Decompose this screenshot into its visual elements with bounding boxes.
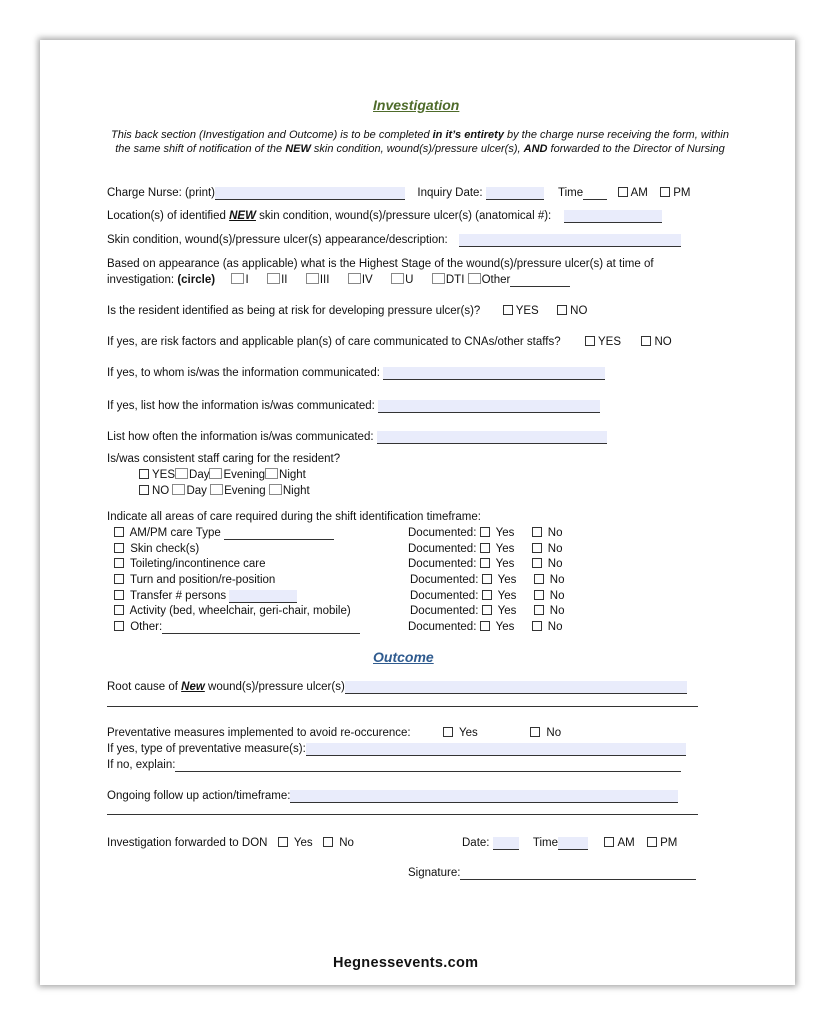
doc-no-checkbox[interactable] [532, 543, 542, 553]
stage-iv-checkbox[interactable] [348, 273, 361, 284]
ongoing-row: Ongoing follow up action/timeframe: [107, 789, 678, 803]
don-pm-checkbox[interactable] [647, 837, 657, 847]
area-item-skin: Skin check(s) [114, 542, 199, 556]
documented-row-3: Documented: Yes No [408, 558, 563, 570]
signature-field[interactable] [460, 867, 696, 880]
intro-text: This back section (Investigation and Outcome) is to be completed in it’s entirety by the charge nurse receiving the form, within the same shift of notification of the NEW skin condition, wound(s)/pressure ulcer(s), AND forwarded to the Director of Nursing [111, 129, 729, 155]
doc-yes-checkbox[interactable] [480, 527, 490, 537]
often-field[interactable] [377, 431, 607, 444]
consistent-yes-row: YES Day Evening Night [139, 468, 306, 482]
documented-row-1: Documented: Yes No [408, 527, 563, 539]
often-row: List how often the information is/was communicated: [107, 430, 607, 444]
root-cause-row: Root cause of New wound(s)/pressure ulcer(s) [107, 680, 687, 694]
appearance-field[interactable] [459, 234, 681, 247]
prev-explain-field[interactable] [175, 759, 681, 772]
stage-row: investigation: (circle) I II III IV U DTI Other [107, 273, 570, 287]
am-label: AM [630, 187, 648, 199]
doc-yes-checkbox[interactable] [480, 621, 490, 631]
prev-yes-checkbox[interactable] [443, 727, 453, 737]
comm-yes-checkbox[interactable] [585, 336, 595, 346]
risk-row: Is the resident identified as being at risk for developing pressure ulcer(s)? YES NO [107, 305, 588, 317]
location-row: Location(s) of identified NEW skin condition, wound(s)/pressure ulcer(s) (anatomical #): [107, 209, 662, 223]
area-item-transfer: Transfer # persons [114, 589, 297, 603]
whom-row: If yes, to whom is/was the information communicated: [107, 366, 605, 380]
area-item-toileting: Toileting/incontinence care [114, 557, 266, 571]
communicated-row: If yes, are risk factors and applicable plan(s) of care communicated to CNAs/other staffs? YES NO [107, 336, 672, 348]
stage-u-checkbox[interactable] [391, 273, 404, 284]
consistent-yes-checkbox[interactable] [139, 469, 149, 479]
don-date-field[interactable] [493, 837, 519, 850]
whom-field[interactable] [383, 367, 605, 380]
don-am-checkbox[interactable] [604, 837, 614, 847]
doc-yes-checkbox[interactable] [480, 543, 490, 553]
don-row: Investigation forwarded to DON Yes No [107, 837, 354, 849]
area-activity-checkbox[interactable] [114, 605, 124, 615]
location-field[interactable] [564, 210, 662, 223]
doc-no-checkbox[interactable] [534, 574, 544, 584]
stage-question: Based on appearance (as applicable) what is the Highest Stage of the wound(s)/pressure ulcer(s) at time of [107, 258, 654, 270]
yes-evening-checkbox[interactable] [209, 468, 222, 479]
documented-row-5: Documented: Yes No [410, 590, 565, 602]
area-other-checkbox[interactable] [114, 621, 124, 631]
doc-no-checkbox[interactable] [532, 527, 542, 537]
doc-yes-checkbox[interactable] [482, 574, 492, 584]
don-yes-checkbox[interactable] [278, 837, 288, 847]
signature-row: Signature: [408, 866, 696, 880]
doc-yes-checkbox[interactable] [480, 558, 490, 568]
am-checkbox[interactable] [618, 187, 628, 197]
area-item-other: Other: [114, 620, 360, 634]
doc-no-checkbox[interactable] [534, 590, 544, 600]
inquiry-date-label: Inquiry Date: [417, 187, 483, 199]
area-transfer-checkbox[interactable] [114, 590, 124, 600]
no-day-checkbox[interactable] [172, 484, 185, 495]
yes-day-checkbox[interactable] [175, 468, 188, 479]
yes-night-checkbox[interactable] [265, 468, 278, 479]
ampm-type-field[interactable] [224, 527, 334, 540]
how-row: If yes, list how the information is/was communicated: [107, 399, 600, 413]
risk-yes-checkbox[interactable] [503, 305, 513, 315]
doc-yes-checkbox[interactable] [482, 605, 492, 615]
charge-nurse-label: Charge Nurse: (print) [107, 187, 216, 199]
transfer-persons-field[interactable] [229, 590, 297, 603]
prev-type-field[interactable] [306, 743, 686, 756]
documented-row-4: Documented: Yes No [410, 574, 565, 586]
area-ampm-checkbox[interactable] [114, 527, 124, 537]
don-no-checkbox[interactable] [323, 837, 333, 847]
inquiry-date-field[interactable] [486, 187, 544, 200]
area-skin-checkbox[interactable] [114, 543, 124, 553]
outcome-title: Outcome [373, 649, 434, 665]
how-field[interactable] [378, 400, 600, 413]
don-time-field[interactable] [558, 837, 588, 850]
no-night-checkbox[interactable] [269, 484, 282, 495]
consistent-question: Is/was consistent staff caring for the resident? [107, 453, 341, 465]
appearance-row: Skin condition, wound(s)/pressure ulcer(s) appearance/description: [107, 233, 681, 247]
area-toileting-checkbox[interactable] [114, 558, 124, 568]
documented-row-7: Documented: Yes No [408, 621, 563, 633]
doc-no-checkbox[interactable] [532, 558, 542, 568]
charge-nurse-row [107, 186, 690, 200]
doc-no-checkbox[interactable] [534, 605, 544, 615]
area-turn-checkbox[interactable] [114, 574, 124, 584]
prev-no-checkbox[interactable] [530, 727, 540, 737]
stage-i-checkbox[interactable] [231, 273, 244, 284]
stage-ii-checkbox[interactable] [267, 273, 280, 284]
risk-no-checkbox[interactable] [557, 305, 567, 315]
consistent-no-row: NO Day Evening Night [139, 484, 310, 498]
time-field[interactable] [583, 187, 607, 200]
prev-type-row: If yes, type of preventative measure(s): [107, 742, 686, 756]
area-item-activity: Activity (bed, wheelchair, geri-chair, mobile) [114, 604, 351, 618]
time-label: Time [558, 187, 584, 199]
doc-yes-checkbox[interactable] [482, 590, 492, 600]
stage-other-field[interactable] [510, 274, 570, 287]
no-evening-checkbox[interactable] [210, 484, 223, 495]
stage-dti-checkbox[interactable] [432, 273, 445, 284]
doc-no-checkbox[interactable] [532, 621, 542, 631]
don-date-row: Date: Time AM PM [462, 837, 678, 849]
charge-nurse-field[interactable] [215, 187, 405, 200]
investigation-title: Investigation [373, 97, 460, 113]
area-item-turn: Turn and position/re-position [114, 573, 275, 587]
root-cause-field[interactable] [345, 681, 687, 694]
consistent-no-checkbox[interactable] [139, 485, 149, 495]
area-item-ampm: AM/PM care Type [114, 526, 334, 540]
footer-watermark: Hegnessevents.com [333, 955, 479, 971]
ongoing-line-2[interactable] [107, 814, 698, 815]
stage-iii-checkbox[interactable] [306, 273, 319, 284]
pm-label: PM [673, 187, 691, 199]
documented-row-2: Documented: Yes No [408, 543, 563, 555]
prev-explain-row: If no, explain: [107, 758, 681, 772]
root-cause-line-2[interactable] [107, 706, 698, 707]
ongoing-field[interactable] [290, 790, 678, 803]
areas-intro: Indicate all areas of care required during the shift identification timeframe: [107, 511, 481, 523]
pm-checkbox[interactable] [660, 187, 670, 197]
documented-row-6: Documented: Yes No [410, 605, 565, 617]
area-other-field[interactable] [162, 621, 360, 634]
stage-other-checkbox[interactable] [468, 273, 481, 284]
preventative-row: Preventative measures implemented to avoid re-occurence: Yes No [107, 727, 562, 739]
comm-no-checkbox[interactable] [641, 336, 651, 346]
